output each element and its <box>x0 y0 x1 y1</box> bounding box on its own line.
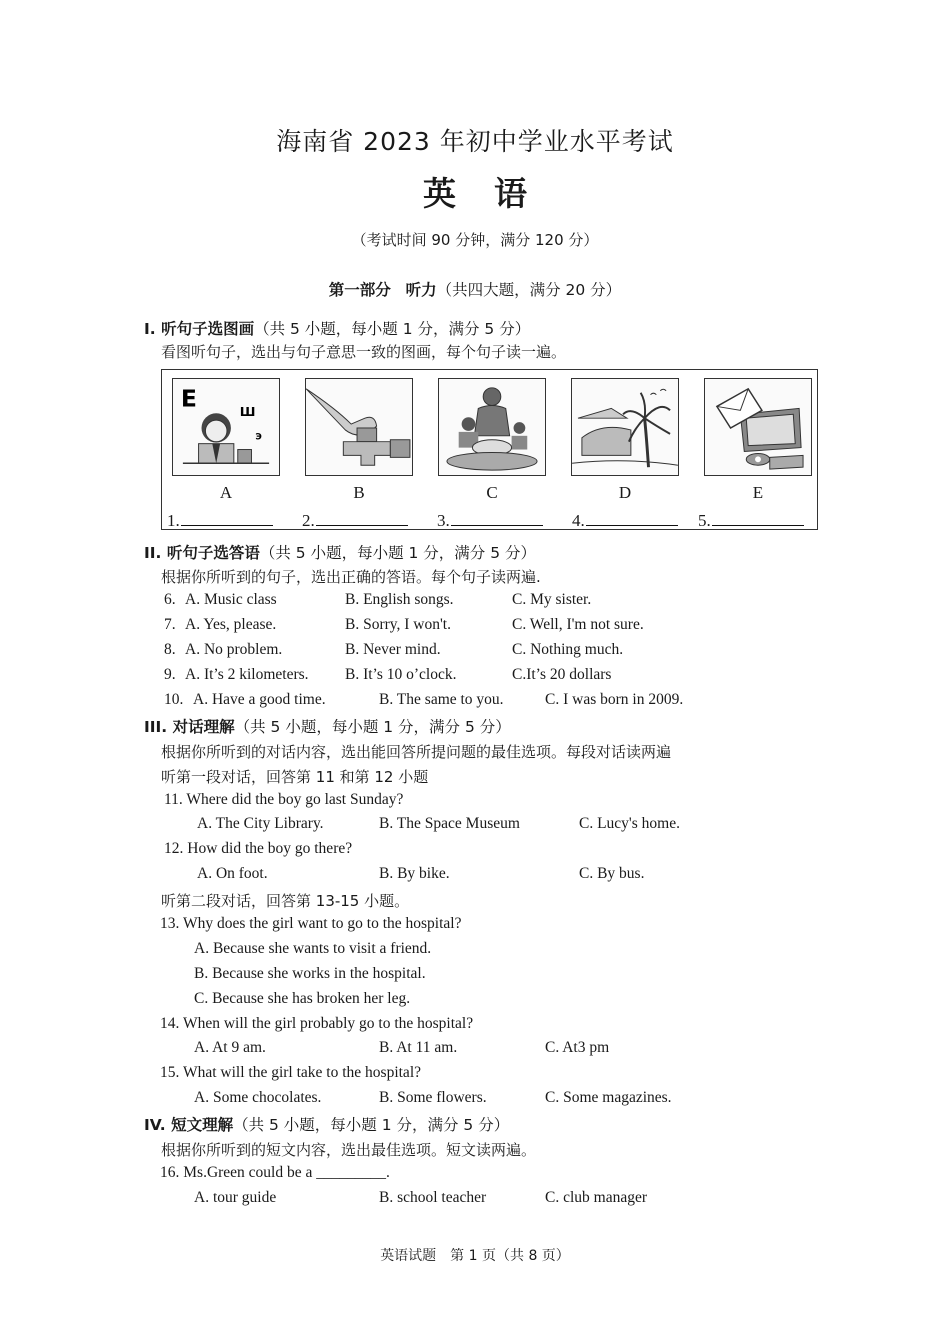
picture-c <box>438 378 546 476</box>
blank-number: 4. <box>572 511 585 530</box>
svg-text:Ш: Ш <box>239 405 256 421</box>
section-3-instruction: 根据你所听到的对话内容，选出能回答所提问题的最佳选项。每段对话读两遍 <box>161 743 672 761</box>
option-b: B. Never mind. <box>345 641 441 658</box>
section-2-num: II. <box>144 544 162 562</box>
hand-turning-tap-icon <box>306 379 412 475</box>
option-a: A. It’s 2 kilometers. <box>185 666 309 683</box>
question-14-stem: 14. When will the girl probably go to the hospital? <box>160 1015 474 1032</box>
answer-blank-3[interactable] <box>437 509 543 531</box>
section-3-num: III. <box>144 718 168 736</box>
option-a: A. Music class <box>185 591 277 608</box>
computer-email-icon <box>705 379 811 475</box>
svg-text:Э: Э <box>255 432 262 443</box>
option-a: A. Yes, please. <box>185 616 277 633</box>
section-2-title: 听句子选答语 <box>166 544 260 562</box>
option-c: C. Some magazines. <box>545 1089 672 1106</box>
blank-line <box>586 509 678 526</box>
blank-number: 1. <box>167 511 180 530</box>
part-detail: （共四大题，满分 20 分） <box>436 281 622 299</box>
option-b: B. school teacher <box>379 1189 487 1206</box>
subject-title: 英语 <box>423 174 565 213</box>
picture-b-label: B <box>353 483 365 502</box>
option-c: C. My sister. <box>512 591 592 608</box>
part-name: 听力 <box>405 281 437 299</box>
blank-line <box>451 509 543 526</box>
picture-panel <box>161 369 818 530</box>
question-15-stem: 15. What will the girl take to the hospital? <box>160 1064 422 1081</box>
option-a: A. On foot. <box>197 865 268 882</box>
family-meal-icon <box>439 379 545 475</box>
option-c: C. Lucy's home. <box>579 815 680 832</box>
section-4-detail: （共 5 小题，每小题 1 分，满分 5 分） <box>233 1116 510 1134</box>
option-b: B. Sorry, I won't. <box>345 616 451 633</box>
section-1-title: 听句子选图画 <box>161 320 255 338</box>
option-c: C.It’s 20 dollars <box>512 666 612 683</box>
blank-number: 5. <box>698 511 711 530</box>
question-13-stem: 13. Why does the girl want to go to the hospital? <box>160 915 462 932</box>
option-b: B. It’s 10 o’clock. <box>345 666 457 683</box>
question-16-stem: 16. Ms.Green could be a _________. <box>160 1164 390 1181</box>
answer-blank-2[interactable] <box>302 509 408 531</box>
section-1-instruction: 看图听句子，选出与句子意思一致的图画，每个句子读一遍。 <box>161 343 567 361</box>
section-1-num: I. <box>144 320 156 338</box>
option-b: B. The Space Museum <box>379 815 520 832</box>
section-2-heading <box>144 541 536 563</box>
section-4-title: 短文理解 <box>171 1116 234 1134</box>
blank-line <box>712 509 804 526</box>
section-3-heading <box>144 715 511 737</box>
section-3-title: 对话理解 <box>172 718 235 736</box>
option-b: B. By bike. <box>379 865 450 882</box>
question-number: 6. <box>164 591 176 608</box>
option-c: C. club manager <box>545 1189 648 1206</box>
section-4-instruction: 根据你所听到的短文内容，选出最佳选项。短文读两遍。 <box>161 1141 537 1159</box>
part-label: 第一部分 <box>328 281 391 299</box>
answer-blank-5[interactable] <box>698 509 804 531</box>
picture-d <box>571 378 679 476</box>
section-1-heading <box>144 317 530 339</box>
picture-e-label: E <box>752 483 764 502</box>
option-b: B. Some flowers. <box>379 1089 487 1106</box>
question-11-stem: 11. Where did the boy go last Sunday? <box>164 791 404 808</box>
answer-blank-1[interactable] <box>167 509 273 531</box>
option-c: C. By bus. <box>579 865 645 882</box>
option-c: C. Nothing much. <box>512 641 624 658</box>
option-a: A. Because she wants to visit a friend. <box>194 940 432 957</box>
picture-c-label: C <box>486 483 498 502</box>
section-4-heading <box>144 1113 509 1135</box>
option-c: C. I was born in 2009. <box>545 691 684 708</box>
option-b: B. At 11 am. <box>379 1039 458 1056</box>
blank-number: 3. <box>437 511 450 530</box>
section-2-detail: （共 5 小题，每小题 1 分，满分 5 分） <box>259 544 537 562</box>
picture-a-label: A <box>219 483 233 502</box>
dialog-1-instruction: 听第一段对话，回答第 11 和第 12 小题 <box>161 768 429 786</box>
option-b: B. Because she works in the hospital. <box>194 965 426 982</box>
option-a: A. tour guide <box>194 1189 277 1206</box>
blank-line <box>316 509 408 526</box>
question-number: 8. <box>164 641 176 658</box>
option-c: C. At3 pm <box>545 1039 610 1056</box>
picture-a <box>172 378 280 476</box>
option-b: B. The same to you. <box>379 691 504 708</box>
picture-b <box>305 378 413 476</box>
picture-d-label: D <box>618 483 632 502</box>
blank-number: 2. <box>302 511 315 530</box>
question-12-stem: 12. How did the boy go there? <box>164 840 353 857</box>
section-1-detail: （共 5 小题，每小题 1 分，满分 5 分） <box>254 320 531 338</box>
question-number: 10. <box>164 691 184 708</box>
question-number: 9. <box>164 666 176 683</box>
option-a: A. No problem. <box>185 641 283 658</box>
page-footer: 英语试题 第 1 页（共 8 页） <box>380 1248 570 1264</box>
question-number: 7. <box>164 616 176 633</box>
option-c: C. Well, I'm not sure. <box>512 616 644 633</box>
option-a: A. At 9 am. <box>194 1039 266 1056</box>
section-4-num: IV. <box>144 1116 166 1134</box>
beach-palm-tree-icon <box>572 379 678 475</box>
option-a: A. Some chocolates. <box>194 1089 322 1106</box>
exam-info: （考试时间 90 分钟，满分 120 分） <box>351 231 599 249</box>
picture-e <box>704 378 812 476</box>
section-3-detail: （共 5 小题，每小题 1 分，满分 5 分） <box>234 718 511 736</box>
answer-blank-4[interactable] <box>572 509 678 531</box>
blank-line <box>181 509 273 526</box>
page-title: 海南省 2023 年初中学业水平考试 <box>276 127 674 156</box>
part-heading <box>0 278 950 300</box>
option-a: A. Have a good time. <box>193 691 326 708</box>
dialog-2-instruction: 听第二段对话，回答第 13-15 小题。 <box>161 892 410 910</box>
option-a: A. The City Library. <box>197 815 324 832</box>
eye-chart-girl-icon <box>173 379 279 475</box>
svg-text:E: E <box>180 384 198 413</box>
option-b: B. English songs. <box>345 591 454 608</box>
section-2-instruction: 根据你所听到的句子，选出正确的答语。每个句子读两遍. <box>161 568 541 586</box>
option-c: C. Because she has broken her leg. <box>194 990 411 1007</box>
